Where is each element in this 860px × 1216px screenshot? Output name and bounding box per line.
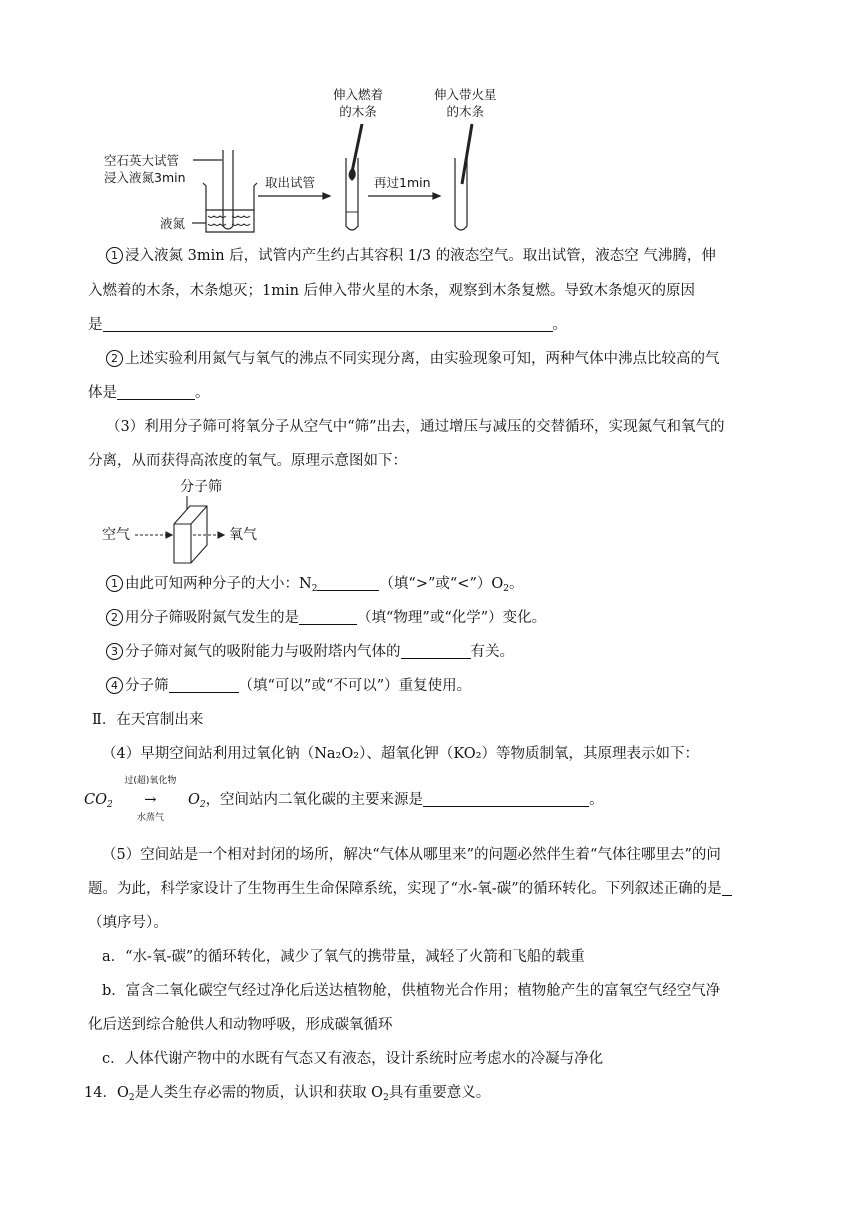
question-3-text: （3）利用分子筛可将氧分子从空气中“筛”出去，通过增压与减压的交替循环，实现氮气和氧气的 — [106, 419, 725, 435]
question-4-text: （4）早期空间站利用过氧化钠（Na₂O₂）、超氧化钾（KO₂）等物质制氧，其原理表示如下： — [102, 746, 699, 762]
answer-blank[interactable] — [722, 879, 732, 896]
q3-item-2: 2 用分子筛吸附氮气发生的是 （填“物理”或“化学”）变化。 — [106, 608, 546, 628]
question-5-text-2: 题。为此，科学家设计了生物再生生命保障系统，实现了“水-氧-碳”的循环转化。下列叙述正确的是 — [88, 879, 732, 899]
label-oxygen: 氧气 — [229, 527, 257, 543]
label-sieve: 分子筛 — [180, 479, 222, 495]
question-item-2: 2 上述实验利用氮气与氧气的沸点不同实现分离，由实验现象可知，两种气体中沸点比较高的气 — [106, 349, 720, 369]
reaction-equation: $CO_2$ 过(超)氧化物 → 水蒸气 $O_2$，空间站内二氧化碳的主要来源是 。 — [84, 776, 604, 823]
option-a: a．“水-氧-碳”的循环转化，减少了氧气的携带量，减轻了火箭和飞船的载重 — [102, 949, 585, 965]
question-5-text-3: （填序号）。 — [88, 915, 168, 931]
item-number: 3 — [106, 643, 123, 660]
section-heading: Ⅱ．在天宫制出来 — [92, 712, 204, 728]
answer-blank[interactable] — [299, 608, 357, 625]
q3-item-1: 1 由此可知两种分子的大小：$N_2$ （填“>”或“$<”)O_2$。 — [106, 574, 524, 594]
option-c: c．人体代谢产物中的水既有气态又有液态，设计系统时应考虑水的冷凝与净化 — [102, 1051, 604, 1067]
label-wait: 再过1min — [374, 175, 431, 190]
question-14: 14．$O_2$是人类生存必需的物质，认识和获取 $O_2$具有重要意义。 — [84, 1085, 491, 1103]
item-number: 1 — [106, 247, 123, 264]
label-quartz-tube: 空石英大试管 浸入液氮3min — [104, 153, 186, 185]
question-3-text-2: 分离，从而获得高浓度的氧气。原理示意图如下： — [88, 453, 407, 469]
question-item-1: 1 浸入液氮 3min 后，试管内产生约占其容积 1/3 的液态空气。取出试管，液态空 气沸腾，伸 — [106, 246, 716, 266]
label-liquid-nitrogen: 液氮 — [160, 216, 186, 231]
item-number: 2 — [106, 350, 123, 367]
label-burning-stick: 伸入燃着 的木条 — [333, 87, 384, 119]
item-number: 4 — [106, 677, 123, 694]
option-b: b．富含二氧化碳空气经过净化后送达植物舱，供植物光合作用；植物舱产生的富氧空气经空气净 — [102, 983, 721, 999]
item-number: 2 — [106, 609, 123, 626]
item-number: 1 — [106, 575, 123, 592]
q3-item-4: 4 分子筛 （填“可以”或“不可以”）重复使用。 — [106, 676, 471, 696]
answer-line-reason: 是 。 — [88, 317, 567, 333]
question-text-line: 入燃着的木条，木条熄灭；1min 后伸入带火星的木条，观察到木条复燃。导致木条熄灭的原因 — [88, 283, 696, 299]
sieve-drawing — [0, 0, 860, 600]
answer-blank[interactable] — [401, 642, 471, 659]
question-5-text: （5）空间站是一个相对封闭的场所，解决“气体从哪里来”的问题必然伴生着“气体往哪里去”的问 — [102, 847, 721, 863]
label-glowing-stick: 伸入带火星 的木条 — [434, 87, 497, 119]
answer-blank[interactable] — [317, 574, 379, 591]
answer-line-gas: 体是 。 — [88, 385, 210, 401]
label-take-out: 取出试管 — [265, 175, 316, 190]
answer-blank[interactable] — [169, 676, 239, 693]
q3-item-3: 3 分子筛对氮气的吸附能力与吸附塔内气体的 有关。 — [106, 642, 514, 662]
answer-blank[interactable] — [423, 790, 589, 807]
option-b-continued: 化后送到综合舱供人和动物呼吸，形成碳氧循环 — [88, 1017, 393, 1033]
label-air: 空气 — [102, 527, 130, 543]
